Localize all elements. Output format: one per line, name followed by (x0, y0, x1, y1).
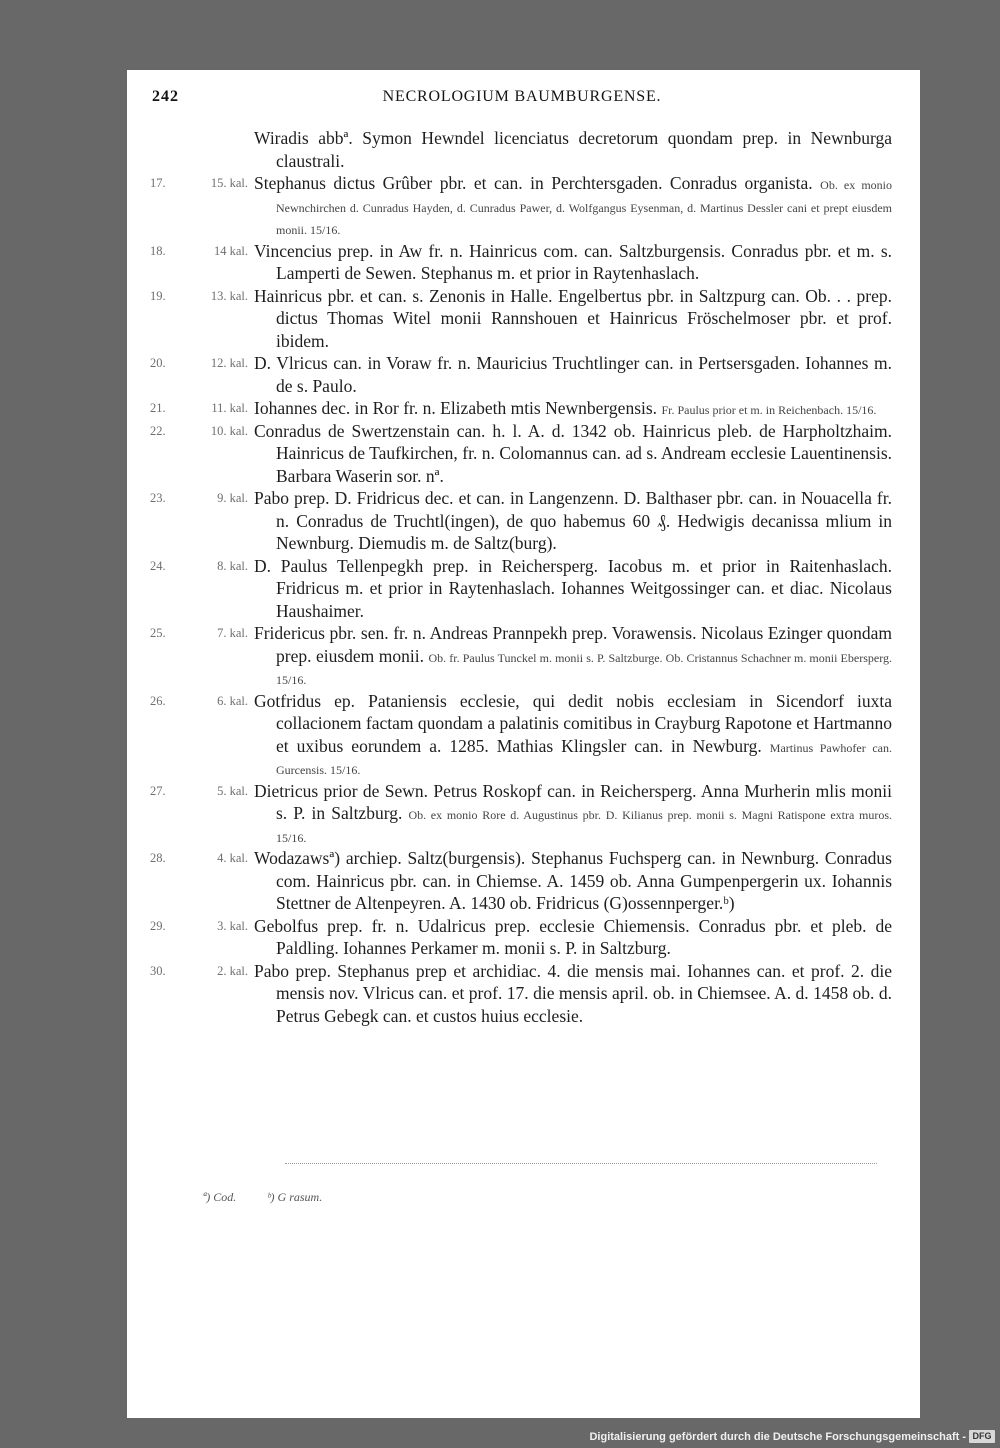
entry-text (254, 960, 892, 1028)
necrology-entry (150, 127, 892, 172)
entry-day: 29. (150, 918, 166, 933)
necrology-entry (150, 690, 892, 780)
entry-day: 21. (150, 401, 166, 415)
necrology-entry (150, 487, 892, 555)
necrology-entry (150, 397, 892, 420)
entry-kalends: 6. kal. (217, 693, 248, 708)
necrology-entry (150, 780, 892, 848)
entry-main-text: Gebolfus prep. fr. n. Udalricus prep. ecclesie Chiemensis. Conradus pbr. et pleb. de Paldling. Iohannes Perkamer m. monii s. P. in Saltzburg. (254, 915, 892, 958)
entry-text (254, 397, 892, 420)
funding-text: Digitalisierung gefördert durch die Deutsche Forschungsgemeinschaft - (589, 1431, 966, 1443)
entry-day: 28. (150, 851, 166, 865)
entry-text (254, 780, 892, 848)
necrology-entry (150, 352, 892, 397)
entry-main-text: D. Vlricus can. in Voraw fr. n. Mauricius Truchtlinger can. in Pertsersgaden. Iohannes m. de s. Paulo. (254, 353, 892, 396)
entry-kalends: 9. kal. (217, 491, 248, 505)
entry-day: 20. (150, 356, 166, 370)
entry-main-text: Hainricus pbr. et can. s. Zenonis in Halle. Engelbertus pbr. in Saltzpurg can. Ob. . . prep. dictus Thomas Witel monii Rannshouen et Hainricus Fröschelmoser pbr. et prof. ibidem. (254, 285, 892, 351)
footnote-divider (285, 1163, 877, 1166)
footnotes (203, 1190, 603, 1205)
entry-kalends: 7. kal. (217, 626, 248, 640)
necrology-entry (150, 420, 892, 488)
entry-day: 23. (150, 491, 166, 505)
entry-later-addition: Fr. Paulus prior et m. in Reichenbach. 15/16. (661, 403, 877, 417)
entry-kalends: 2. kal. (217, 963, 248, 978)
entry-later-addition: Ob. ex monio Rore d. Augustinus pbr. D. Kilianus prep. monii s. Magni Ratispone extra muros. 15/16. (276, 808, 893, 845)
entry-text (254, 172, 892, 240)
entry-kalends: 3. kal. (217, 918, 248, 933)
footnote-b: ᵇ) G rasum. (267, 1190, 323, 1204)
entry-main-text: Iohannes dec. in Ror fr. n. Elizabeth mtis Newnbergensis. (254, 398, 658, 418)
entry-main-text: Wiradis abbª. Symon Hewndel licenciatus decretorum quondam prep. in Newnburga claustrali. (254, 128, 892, 171)
entry-main-text: D. Paulus Tellenpegkh prep. in Reichersperg. Iacobus m. et prior in Raitenhaslach. Fridricus m. et prior in Raytenhaslach. Iohannes Weitgossinger can. et diac. Nicolaus Haushaimer. (254, 555, 892, 621)
footnote-a: ª) Cod. (203, 1190, 237, 1204)
entry-later-addition: Martinus Pawhofer can. Gurcensis. 15/16. (276, 740, 893, 777)
entry-day: 22. (150, 423, 166, 438)
entry-day: 19. (150, 288, 166, 303)
necrology-entry (150, 847, 892, 915)
entry-text (254, 915, 892, 960)
entry-kalends: 14 kal. (213, 243, 248, 258)
entry-text (254, 555, 892, 623)
entry-kalends: 12. kal. (210, 356, 248, 370)
entry-kalends: 5. kal. (217, 783, 248, 798)
entry-main-text: Stephanus dictus Grûber pbr. et can. in Perchtersgaden. Conradus organista. (254, 173, 813, 193)
necrology-entry (150, 960, 892, 1028)
entry-day: 25. (150, 626, 166, 640)
entry-text (254, 487, 892, 555)
necrology-entry (150, 555, 892, 623)
entry-kalends: 11. kal. (211, 401, 248, 415)
entry-main-text: Pabo prep. D. Fridricus dec. et can. in Langenzenn. D. Balthaser pbr. can. in Nouacella fr. n. Conradus de Truchtl(ingen), de quo habemus 60 ₰. Hedwigis decanissa mlium in Newnburg. Diemudis m. de Saltz(burg). (254, 488, 892, 553)
necrology-body (150, 127, 892, 1027)
dfg-logo: DFG (969, 1430, 995, 1443)
entry-day: 17. (150, 176, 166, 190)
entry-main-text: Pabo prep. Stephanus prep et archidiac. 4. die mensis mai. Iohannes can. et prof. 2. die mensis nov. Vlricus can. et prof. 17. die mensis april. ob. in Chiemsee. A. d. 1458 ob. d. Petrus Gebegk can. et custos huius ecclesie. (254, 960, 892, 1026)
entry-kalends: 15. kal. (210, 176, 248, 190)
necrology-entry (150, 622, 892, 690)
entry-kalends: 4. kal. (217, 851, 248, 865)
entry-main-text: Conradus de Swertzenstain can. h. l. A. d. 1342 ob. Hainricus pleb. de Harpholtzhaim. Hainricus de Taufkirchen, fr. n. Colomannus can. ad s. Andream ecclesie Lauentinensis. Barbara Waserin sor. nª. (254, 420, 892, 486)
entry-day: 26. (150, 693, 166, 708)
entry-day: 18. (150, 243, 166, 258)
entry-text (254, 285, 892, 353)
entry-main-text: Vincencius prep. in Aw fr. n. Hainricus com. can. Saltzburgensis. Conradus pbr. et m. s. Lamperti de Sewen. Stephanus m. et prior in Raytenhaslach. (254, 240, 892, 283)
entry-text (254, 240, 892, 285)
running-header (152, 88, 892, 112)
entry-kalends: 8. kal. (217, 558, 248, 573)
running-title: NECROLOGIUM BAUMBURGENSE. (382, 88, 662, 105)
entry-text (254, 847, 892, 915)
necrology-entry (150, 915, 892, 960)
entry-text (254, 352, 892, 397)
entry-text (254, 622, 892, 690)
entry-day: 27. (150, 783, 166, 798)
entry-kalends: 10. kal. (210, 423, 248, 438)
necrology-entry (150, 172, 892, 240)
entry-text (254, 127, 892, 172)
entry-day: 24. (150, 558, 166, 573)
entry-text (254, 420, 892, 488)
entry-kalends: 13. kal. (210, 288, 248, 303)
entry-main-text: Dietricus prior de Sewn. Petrus Roskopf can. in Reichersperg. Anna Murherin mlis monii s. P. in Saltzburg. (254, 780, 892, 823)
entry-later-addition: Ob. ex monio Newnchirchen d. Cunradus Hayden, d. Cunradus Pawer, d. Wolfgangus Eysenman, d. Martinus Dessler cani et prept eiusdem monii. 15/16. (276, 178, 892, 237)
funding-footer (0, 1426, 1000, 1448)
page-number: 242 (152, 88, 179, 105)
entry-main-text: Gotfridus ep. Pataniensis ecclesie, qui dedit nobis ecclesiam in Sicendorf iuxta collacionem factam quondam a palatinis comitibus in Crayburg Rapotone et Hartmanno et uxibus eorundem a. 1285. Mathias Klingsler can. in Newburg. (254, 690, 892, 756)
entry-main-text: Fridericus pbr. sen. fr. n. Andreas Prannpekh prep. Vorawensis. Nicolaus Ezinger quondam prep. eiusdem monii. (254, 623, 892, 666)
entry-later-addition: Ob. fr. Paulus Tunckel m. monii s. P. Saltzburge. Ob. Cristannus Schachner m. monii Ebersperg. 15/16. (276, 650, 892, 687)
necrology-entry (150, 285, 892, 353)
necrology-entry (150, 240, 892, 285)
entry-main-text: Wodazawsª) archiep. Saltz(burgensis). Stephanus Fuchsperg can. in Newnburg. Conradus com. Hainricus pbr. can. in Chiemse. A. 1459 ob. Anna Gumpenpergerin ux. Iohannis Stettner de Altenpeyren. A. 1430 ob. Fridricus (G)ossennperger.ᵇ) (254, 848, 892, 913)
entry-text (254, 690, 892, 780)
entry-day: 30. (150, 963, 166, 978)
